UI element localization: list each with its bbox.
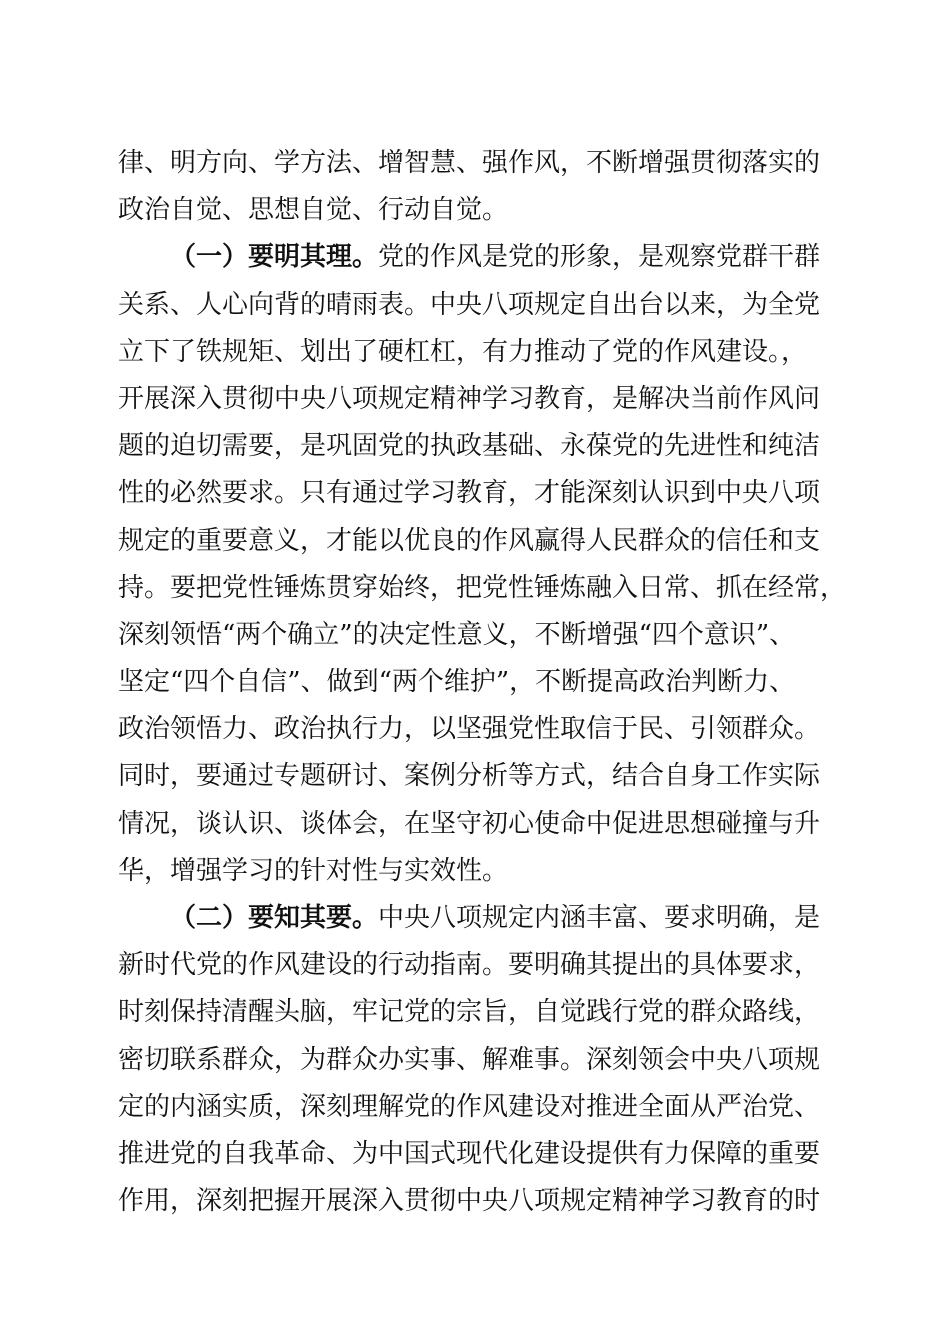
- section-1-first-line: [118, 234, 830, 281]
- section-heading-2: （二）要知其要。: [170, 903, 379, 933]
- section-heading-1: （一）要明其理。: [170, 242, 379, 273]
- text-line: 深刻领悟“两个确立”的决定性意义，不断增强“四个意识”、: [118, 619, 796, 650]
- text-line: 坚定“四个自信”、做到“两个维护”，不断提高政治判断力、: [118, 667, 796, 698]
- text-line: 题的迫切需要，是巩固党的执政基础、永葆党的先进性和纯洁: [118, 431, 821, 462]
- text-line: 关系、人心向背的晴雨表。中央八项规定自出台以来，为全党: [118, 289, 821, 320]
- text-line: 密切联系群众，为群众办实事、解难事。深刻领会中央八项规: [118, 1044, 821, 1075]
- text-line: 持。要把党性锤炼贯穿始终，把党性锤炼融入日常、抓在经常，: [118, 572, 847, 603]
- section-2-first-line: [118, 895, 830, 942]
- document-body: [118, 140, 847, 1225]
- text-line: 华，增强学习的针对性与实效性。: [118, 855, 509, 886]
- section-2-lead-text: 中央八项规定内涵丰富、要求明确，是: [378, 903, 821, 933]
- text-line: 推进党的自我革命、为中国式现代化建设提供有力保障的重要: [118, 1138, 821, 1169]
- text-line: 律、明方向、学方法、增智慧、强作风，不断增强贯彻落实的: [118, 148, 821, 178]
- text-line: 规定的重要意义，才能以优良的作风赢得人民群众的信任和支: [118, 525, 821, 556]
- text-line: 开展深入贯彻中央八项规定精神学习教育，是解决当前作风问: [118, 383, 821, 414]
- text-line: 立下了铁规矩、划出了硬杠杠，有力推动了党的作风建设。，: [118, 336, 808, 367]
- text-line: 情况，谈认识、谈体会，在坚守初心使命中促进思想碰撞与升: [118, 808, 821, 839]
- section-1-lead-text: 党的作风是党的形象，是观察党群干群: [378, 242, 821, 273]
- text-line: 作用，深刻把握开展深入贯彻中央八项规定精神学习教育的时: [118, 1186, 821, 1217]
- text-line: 政治自觉、思想自觉、行动自觉。: [118, 195, 509, 226]
- text-line: 性的必然要求。只有通过学习教育，才能深刻认识到中央八项: [118, 478, 821, 509]
- text-line: 定的内涵实质，深刻理解党的作风建设对推进全面从严治党、: [118, 1091, 821, 1122]
- text-line: 新时代党的作风建设的行动指南。要明确其提出的具体要求，: [118, 950, 821, 981]
- text-line: 政治领悟力、政治执行力，以坚强党性取信于民、引领群众。: [118, 714, 821, 745]
- text-line: 同时，要通过专题研讨、案例分析等方式，结合自身工作实际: [118, 761, 821, 792]
- text-line: 时刻保持清醒头脑，牢记党的宗旨，自觉践行党的群众路线，: [118, 997, 821, 1028]
